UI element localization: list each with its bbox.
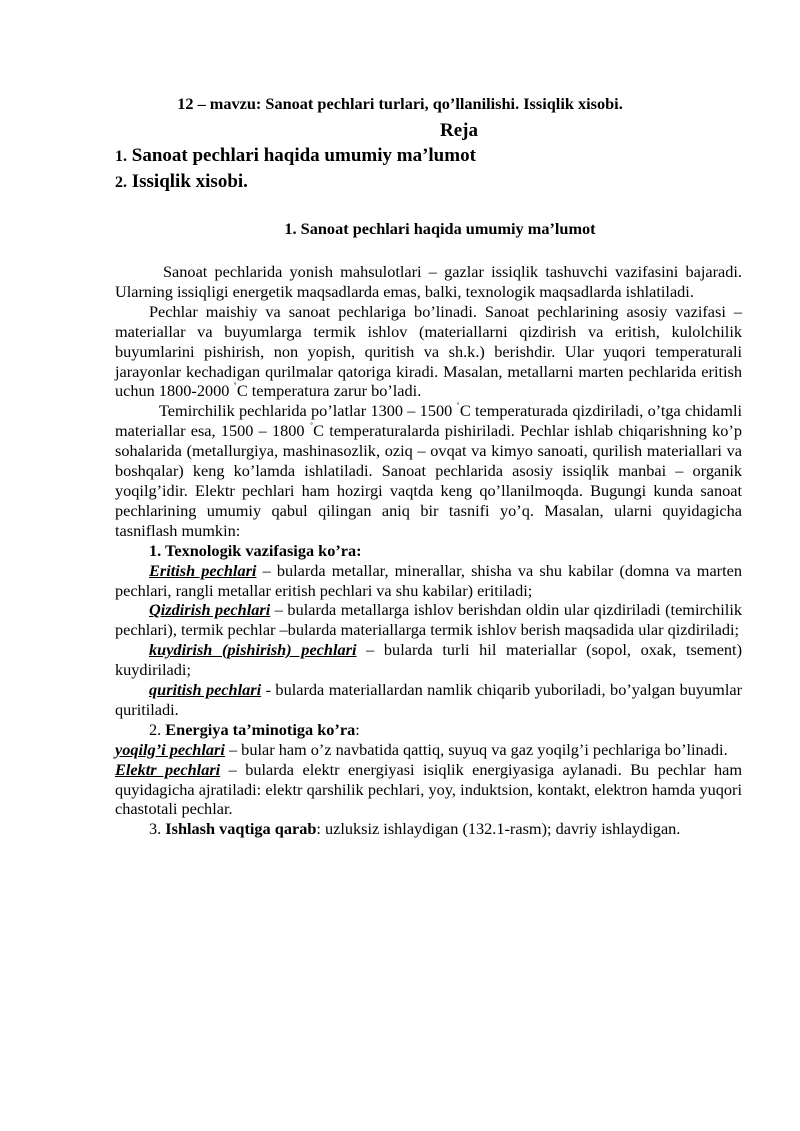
subheading-text: Ishlash vaqtiga qarab: [165, 819, 317, 839]
plan-item-text: Sanoat pechlari haqida umumiy ma’lumot: [131, 145, 476, 166]
subheading-energy: [115, 720, 742, 740]
list-item-operation-time: [115, 819, 742, 839]
term-description: : uzluksiz ishlaydigan (132.1-rasm); davriy ishlaydigan.: [316, 819, 681, 839]
degree-sign: ˚: [233, 382, 237, 394]
page-title: 12 – mavzu: Sanoat pechlari turlari, qo’llanilishi. Issiqlik xisobi.: [177, 94, 623, 113]
plan-heading: Reja: [440, 120, 478, 141]
term-label: Eritish pechlari: [149, 560, 257, 580]
plan-item-1: [115, 145, 476, 167]
degree-sign: ˚: [456, 402, 460, 414]
term-label: yoqilg’i pechlari: [115, 739, 225, 759]
subheading-number: 3.: [149, 819, 166, 839]
term-description: – bularda elektr energiyasi isiqlik energiyasiga aylanadi. Bu pechlar ham quyidagicha ajratiladi: elektr qarshilik pechlari, yoy, induktsion, kontakt, elektron hamda yuqori chastotali pechlar.: [115, 759, 742, 819]
term-description: - bularda materiallardan namlik chiqarib yuboriladi, bo’yalgan buyumlar quritiladi.: [115, 680, 742, 719]
plan-item-number: 1.: [115, 148, 127, 165]
list-item-electric: [115, 760, 742, 820]
term-description: – bularda turli hil materiallar (sopol, oxak, tsement) kuydiriladi;: [115, 640, 743, 680]
subheading-text: 1. Texnologik vazifasiga ko’ra:: [149, 540, 362, 560]
list-item-drying: [115, 680, 742, 720]
term-label: Qizdirish pechlari: [149, 600, 271, 620]
document-body: [115, 262, 742, 839]
term-description: – bularda metallar, minerallar, shisha va shu kabilar (domna va marten pechlari, rangli metallar eritish pechlari va shu kabilar) eritiladi;: [115, 560, 742, 600]
paragraph-furnace-types: [115, 302, 742, 402]
term-description: – bularda metallarga ishlov berishdan oldin ular qizdiriladi (temirchilik pechlari), termik pechlar –bularda materiallarga termik ishlov berish maqsadida ular qizdiriladi;: [115, 600, 742, 640]
subheading-colon: :: [355, 719, 360, 739]
section-heading: 1. Sanoat pechlari haqida umumiy ma’lumot: [284, 219, 596, 238]
term-description: – bular ham o’z navbatida qattiq, suyuq va gaz yoqilg’i pechlariga bo’linadi.: [224, 739, 728, 759]
term-label: kuydirish (pishirish) pechlari: [149, 640, 357, 660]
term-label: quritish pechlari: [149, 680, 262, 700]
paragraph-text: C temperaturada qizdiriladi, o’tga chidamli materiallar esa, 1500 – 1800: [115, 401, 742, 441]
paragraph-text: C temperatura zarur bo’ladi.: [236, 381, 422, 401]
list-item-melting: [115, 561, 742, 601]
plan-item-number: 2.: [115, 174, 127, 191]
subheading-number: 2.: [149, 719, 166, 739]
degree-sign: ˚: [309, 422, 314, 434]
list-item-fuel: [115, 740, 742, 760]
list-item-firing: [115, 640, 742, 680]
paragraph-text: C temperaturalarda pishiriladi. Pechlar ishlab chiqarishning ko’p sohalarida (metallurgiya, mashinasozlik, oziq – ovqat va kimyo sanoati, qurilish materiallari va boshqalar) keng ko’lamda ishlatiladi. Sanoat pechlarida asosiy issiqlik manbai – organik yoqilg’idir. Elektr pechlari ham hozirgi vaqtda keng qo’llanilmoqda. Bugungi kunda sanoat pechlarining umumiy qabul qilingan aniq bir tasnifi yo’q. Masalan, ularni quyidagicha tasniflash mumkin:: [115, 421, 743, 540]
paragraph-text: Pechlar maishiy va sanoat pechlariga bo’linadi. Sanoat pechlarining asosiy vazifasi – materiallar va buyumlarga termik ishlov (materiallarni qizdirish va eritish, kulolchilik buyumlarini pishirish, non yopish, quritish va sh.k.) berishdir. Ular yuqori temperaturali jarayonlar kechadigan qurilmalar qatoriga kiradi. Masalan, metallarni marten pechlarida eritish uchun 1800-2000: [115, 301, 742, 401]
subheading-text: Energiya ta’minotiga ko’ra: [165, 719, 356, 739]
paragraph-text: Temirchilik pechlarida po’latlar 1300 – 1500: [159, 401, 457, 421]
paragraph-intro: Sanoat pechlarida yonish mahsulotlari – gazlar issiqlik tashuvchi vazifasini bajaradi. Ularning issiqligi energetik maqsadlarda emas, balki, texnologik maqsadlarda ishlatiladi.: [115, 262, 742, 301]
plan-item-text: Issiqlik xisobi.: [131, 171, 248, 192]
term-label: Elektr pechlari: [115, 759, 221, 779]
list-item-heating: [115, 600, 742, 640]
subheading-technological: [115, 541, 742, 561]
plan-item-2: [115, 171, 248, 193]
paragraph-forging: [115, 401, 742, 540]
